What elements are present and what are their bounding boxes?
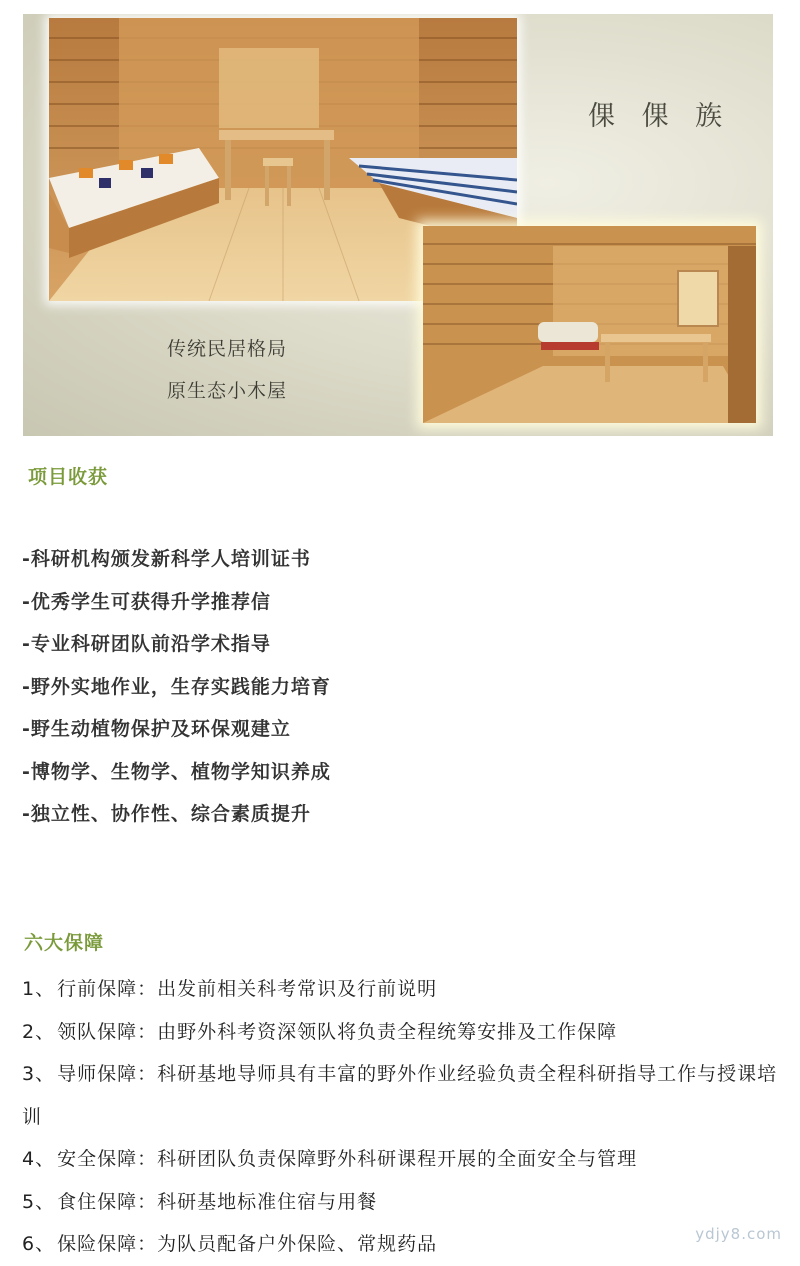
list-item [22,1181,782,1224]
guarantees-heading: 六大保障 [24,932,105,954]
item-number: 6、 [22,1233,56,1255]
item-name: 保险保障： [57,1233,158,1255]
list-item: -科研机构颁发新科学人培训证书 [22,548,311,570]
item-number: 4、 [22,1148,56,1170]
item-number: 1、 [22,978,56,1000]
list-item: -野外实地作业，生存实践能力培育 [22,675,331,698]
list-item [22,1011,782,1054]
item-name: 食住保障： [57,1190,158,1213]
item-text: 由野外科考资深领队将负责全程统筹安排及工作保障 [157,1020,618,1043]
list-item: -专业科研团队前沿学术指导 [22,633,271,655]
log-cabin-room-photo [423,226,756,423]
list-item: -独立性、协作性、综合素质提升 [22,803,311,825]
list-item: -博物学、生物学、植物学知识养成 [22,760,331,783]
item-text: 科研基地导师具有丰富的野外作业经验负责全程科研指导工作与授课培训 [22,1063,778,1128]
list-item [22,1223,782,1266]
item-text: 科研团队负责保障野外科研课程开展的全面安全与管理 [157,1148,638,1170]
gains-heading: 项目收获 [28,466,109,488]
list-item [22,968,782,1011]
list-item [22,1053,782,1138]
caption-cabin: 原生态小木屋 [167,380,288,402]
item-name: 导师保障： [57,1063,158,1085]
item-name: 安全保障： [57,1148,158,1170]
item-number: 3、 [22,1063,56,1085]
list-item: -野生动植物保护及环保观建立 [22,718,291,740]
item-name: 领队保障： [57,1020,158,1043]
watermark: ydjy8.com [695,1225,782,1243]
banner [23,14,773,436]
list-item [22,1138,782,1181]
guarantees-list [22,968,782,1266]
gains-list [22,543,331,841]
item-number: 5、 [22,1190,56,1213]
banner-title: 倮 倮 族 [588,101,732,132]
item-name: 行前保障： [57,978,158,1000]
list-item: -优秀学生可获得升学推荐信 [22,590,271,613]
item-number: 2、 [22,1020,56,1043]
item-text: 为队员配备户外保险、常规药品 [157,1233,438,1255]
item-text: 科研基地标准住宿与用餐 [157,1190,378,1213]
item-text: 出发前相关科考常识及行前说明 [157,978,438,1000]
caption-layout: 传统民居格局 [167,338,288,360]
